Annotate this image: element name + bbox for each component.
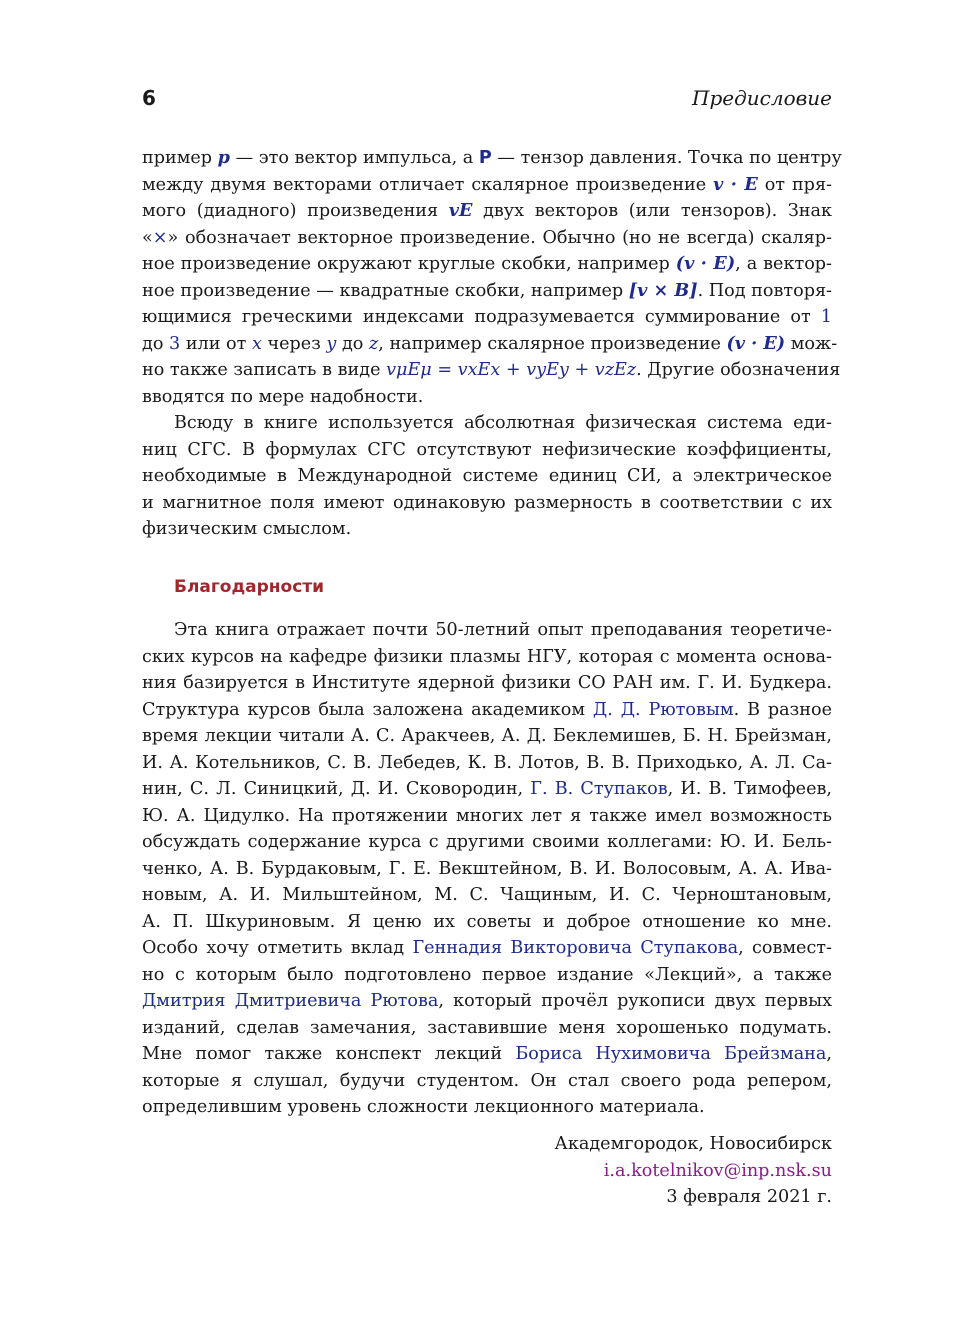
- math-expression: vE: [448, 200, 473, 221]
- math-symbol: P: [478, 148, 492, 168]
- paragraph-line: которые я слушал, будучи студентом. Он стал своего рода репером,: [142, 1070, 832, 1091]
- paragraph-line: новым, А. И. Мильштейном, М. С. Чащиным, И. С. Черноштановым,: [142, 885, 832, 905]
- paragraph-line: физическим смыслом.: [142, 519, 352, 539]
- math-expression: (v · E): [675, 253, 736, 274]
- person-link[interactable]: Геннадия Викторовича Ступакова: [412, 938, 739, 958]
- paragraph-line: Ю. А. Цидулко. На протяжении многих лет я также имел возможность: [142, 805, 832, 826]
- page-number: 6: [142, 86, 156, 110]
- paragraph-line: но с которым было подготовлено первое издание «Лекций», а также: [142, 964, 832, 985]
- paragraph-line: ное произведение окружают круглые скобки, например (v · E), а вектор-: [142, 253, 832, 274]
- signature-date: 3 февраля 2021 г.: [666, 1187, 832, 1207]
- paragraph-line: Мне помог также конспект лекций Бориса Нухимовича Брейзмана,: [142, 1044, 832, 1064]
- paragraph-line: ния базируется в Институте ядерной физики СО РАН им. Г. И. Будкера.: [142, 673, 832, 693]
- paragraph-line: но также записать в виде vμEμ = vxEx + vyEy + vzEz. Другие обозначения: [142, 360, 841, 380]
- page-header: [142, 86, 832, 112]
- paragraph-line: Дмитрия Дмитриевича Рютова, который прочёл рукописи двух первых: [142, 991, 832, 1011]
- person-link[interactable]: Г. В. Ступаков: [530, 779, 668, 799]
- paragraph-line: ное произведение — квадратные скобки, например [v × B]. Под повторя-: [142, 279, 832, 301]
- paragraph-line: вводятся по мере надобности.: [142, 386, 424, 407]
- paragraph-line: обсуждать содержание курса с другими своими коллегами: Ю. И. Бель-: [142, 832, 832, 852]
- math-number: 3: [169, 333, 181, 354]
- section-heading: Благодарности: [174, 577, 325, 597]
- math-expression: [v × B]: [628, 279, 698, 301]
- person-link[interactable]: Бориса Нухимовича Брейзмана: [515, 1044, 827, 1064]
- paragraph-line: Особо хочу отметить вклад Геннадия Викторовича Ступакова, совмест-: [142, 938, 832, 958]
- running-title: Предисловие: [692, 86, 832, 110]
- math-symbol: ×: [152, 227, 168, 248]
- email-link[interactable]: i.a.kotelnikov@inp.nsk.su: [603, 1160, 832, 1181]
- math-number: 1: [820, 307, 832, 327]
- paragraph-line: ющимися греческими индексами подразумевается суммирование от 1: [142, 307, 832, 327]
- paragraph-line: изданий, сделав замечания, заставившие меня хорошенько подумать.: [142, 1017, 832, 1038]
- math-expression: (v · E): [726, 332, 786, 354]
- paragraph-line: «×» обозначает векторное произведение. Обычно (но не всегда) скаляр-: [142, 227, 832, 248]
- math-symbol: z: [368, 333, 379, 354]
- paragraph-line: время лекции читали А. С. Аракчеев, А. Д. Беклемишев, Б. Н. Брейзман,: [142, 726, 832, 746]
- paragraph-line: Структура курсов была заложена академиком Д. Д. Рютовым. В разное: [142, 699, 832, 720]
- signature-place: Академгородок, Новосибирск: [554, 1134, 832, 1154]
- paragraph-line: Эта книга отражает почти 50-летний опыт преподавания теоретиче-: [174, 620, 832, 640]
- paragraph-line: определившим уровень сложности лекционного материала.: [142, 1097, 705, 1117]
- math-symbol: p: [217, 147, 230, 168]
- math-formula: vμEμ = vxEx + vyEy + vzEz: [386, 360, 637, 380]
- paragraph-line: и магнитное поля имеют одинаковую размерность в соответствии с их: [142, 492, 832, 513]
- paragraph-line: ниц СГС. В формулах СГС отсутствуют нефизические коэффициенты,: [142, 439, 832, 460]
- paragraph-line: Всюду в книге используется абсолютная физическая система еди-: [174, 413, 832, 433]
- math-expression: v · E: [713, 173, 758, 195]
- paragraph-line: ченко, А. В. Бурдаковым, Г. Е. Векштейном, В. И. Волосовым, А. А. Ива-: [142, 858, 832, 879]
- paragraph-line: нин, С. Л. Синицкий, Д. И. Сковородин, Г. В. Ступаков, И. В. Тимофеев,: [142, 779, 832, 799]
- math-symbol: x: [251, 333, 262, 354]
- paragraph-line: до 3 или от x через y до z, например скалярное произведение (v · E) мож-: [142, 332, 838, 354]
- person-link[interactable]: Дмитрия Дмитриевича Рютова: [142, 991, 439, 1011]
- math-symbol: y: [326, 333, 337, 354]
- paragraph-line: пример p — это вектор импульса, а P — тензор давления. Точка по центру: [142, 147, 842, 168]
- person-link[interactable]: Д. Д. Рютовым: [592, 699, 734, 720]
- paragraph-line: И. А. Котельников, С. В. Лебедев, К. В. Лотов, В. В. Приходько, А. Л. Са-: [142, 752, 832, 773]
- paragraph-line: необходимые в Международной системе единиц СИ, а электрическое: [142, 466, 832, 486]
- paragraph-line: мого (диадного) произведения vE двух векторов (или тензоров). Знак: [142, 200, 832, 221]
- paragraph-line: А. П. Шкуриновым. Я ценю их советы и доброе отношение ко мне.: [142, 911, 832, 932]
- paragraph-line: ских курсов на кафедре физики плазмы НГУ, которая с момента основа-: [142, 646, 832, 667]
- paragraph-line: между двумя векторами отличает скалярное произведение v · E от пря-: [142, 173, 832, 195]
